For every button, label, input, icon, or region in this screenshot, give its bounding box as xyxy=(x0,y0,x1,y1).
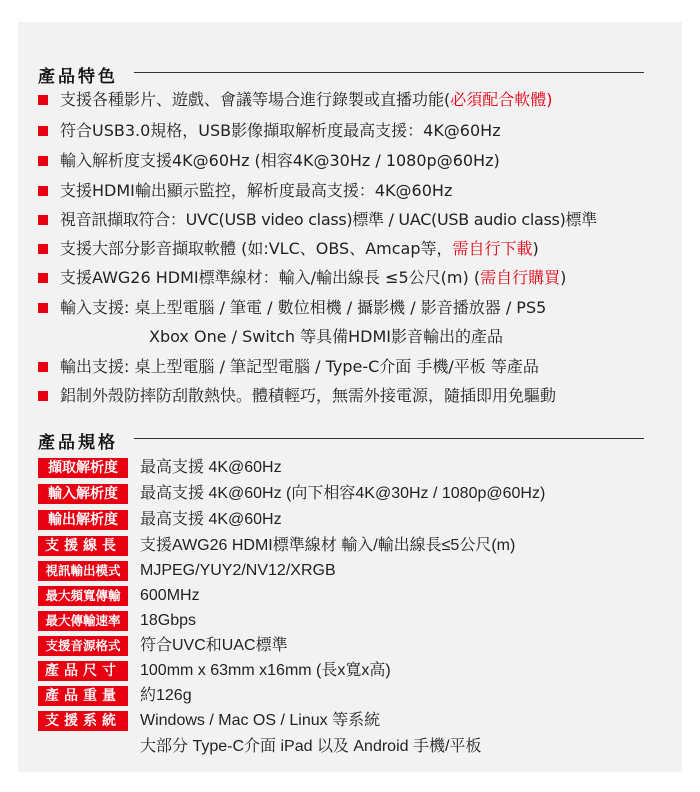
spec-label: 最大頻寬傳輸 xyxy=(38,586,128,606)
spec-value: 最高支援 4K@60Hz (向下相容4K@30Hz / 1080p@60Hz) xyxy=(140,485,546,502)
features-title: 產品特色 xyxy=(38,67,118,87)
spec-value: 18Gbps xyxy=(140,612,197,629)
spec-value: 約126g xyxy=(140,687,192,704)
spec-label: 輸入解析度 xyxy=(38,484,128,504)
bullet-square-icon xyxy=(38,273,48,283)
spec-label: 產品尺寸 xyxy=(38,661,128,681)
spec-value: 符合UVC和UAC標準 xyxy=(140,637,288,654)
spec-value: 600MHz xyxy=(140,587,200,604)
spec-value: Windows / Mac OS / Linux 等系統 xyxy=(140,712,381,729)
bullet-square-icon xyxy=(38,126,48,136)
bullet-square-icon xyxy=(38,391,48,401)
spec-value: 最高支援 4K@60Hz xyxy=(140,459,282,476)
specs-divider xyxy=(134,438,644,439)
bullet-square-icon xyxy=(38,362,48,372)
spec-value: 最高支援 4K@60Hz xyxy=(140,511,282,528)
spec-label: 視訊輸出模式 xyxy=(38,561,128,581)
spec-label: 最大傳輸速率 xyxy=(38,611,128,631)
features-divider xyxy=(134,72,644,73)
specs-title: 產品規格 xyxy=(38,433,118,453)
spec-value: 100mm x 63mm x16mm (長x寬x高) xyxy=(140,662,391,679)
bullet-square-icon xyxy=(38,244,48,254)
bullet-square-icon xyxy=(38,95,48,105)
spec-label: 輸出解析度 xyxy=(38,510,128,530)
spec-label: 支援線長 xyxy=(38,536,128,556)
feature-item-continuation: Xbox One / Switch 等具備HDMI影音輸出的產品 xyxy=(149,327,503,346)
spec-label: 產品重量 xyxy=(38,686,128,706)
bullet-square-icon xyxy=(38,186,48,196)
spec-value: 大部分 Type-C介面 iPad 以及 Android 手機/平板 xyxy=(140,738,482,755)
spec-value: MJPEG/YUY2/NV12/XRGB xyxy=(140,562,336,579)
bullet-square-icon xyxy=(38,215,48,225)
spec-value: 支援AWG26 HDMI標準線材 輸入/輸出線長≤5公尺(m) xyxy=(140,537,516,554)
spec-label: 擷取解析度 xyxy=(38,458,128,478)
spec-label: 支援音源格式 xyxy=(38,636,128,656)
bullet-square-icon xyxy=(38,303,48,313)
bullet-square-icon xyxy=(38,156,48,166)
spec-label: 支援系統 xyxy=(38,711,128,731)
